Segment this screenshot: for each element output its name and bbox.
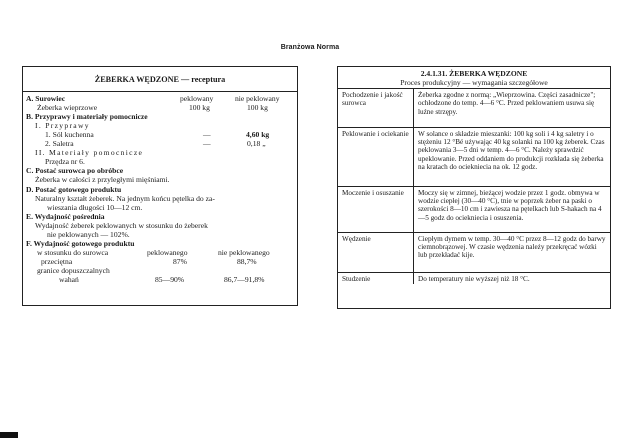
section-f-heading: F. Wydajność gotowego produktu [26, 239, 135, 248]
yield-limits-label: granice dopuszczalnych [37, 266, 110, 275]
aux-materials-item: Przędza nr 6. [45, 157, 85, 166]
row-text: Moczy się w zimnej, bieżącej wodzie przez 1 godz. obmywa w wodzie ciepłej (30—40 °C), tnie w poprzek żeber na paski o szerokości 8—10 cm i zawiesza na pętelkach lub S-hakach na 4—5 godz do ociekniecia i osuszenia. [414, 186, 611, 232]
saltpeter-item: 2. Saletra [45, 139, 74, 148]
section-d-text-1: Naturalny kształt żeberek. Na jednym końcu pętelka do za- [35, 194, 215, 203]
row-text: Żeberka zgodne z normą: „Wieprzowina. Części zasadnicze"; ochłodzone do temp. 4—6 °C. Przed peklowaniem usuwa się luźne strzępy. [418, 91, 596, 116]
page-header-title: Branżowa Norma [280, 44, 340, 51]
yield-range-cured: 85—90% [155, 275, 185, 284]
row-label: Moczenie i osuszanie [338, 186, 414, 232]
spices-heading: I. Przyprawy [35, 121, 90, 130]
section-b-heading: B. Przyprawy i materiały pomocnicze [26, 112, 148, 121]
row-label: Studzenie [338, 272, 414, 284]
raw-material-cured-value: 100 kg [189, 103, 210, 112]
process-header [338, 67, 610, 89]
yield-col-uncured: nie peklowanego [218, 248, 270, 257]
saltpeter-dash: — [203, 139, 211, 148]
process-subtitle: Proces produkcyjny — wymagania szczegółowe [400, 77, 548, 87]
salt-value: 4,60 kg [246, 130, 270, 139]
table-row [338, 232, 610, 272]
salt-item: 1. Sól kuchenna [45, 130, 94, 139]
yield-range-uncured: 86,7—91,8% [224, 275, 265, 284]
table-row [338, 272, 610, 284]
recipe-title: ŻEBERKA WĘDZONE — receptura [23, 67, 297, 92]
section-a-heading: A. Surowiec [26, 94, 66, 103]
section-e-text-2: nie peklowanych — 102%. [47, 230, 130, 239]
yield-col-cured: peklowanego [147, 248, 188, 257]
section-e-text-1: Wydajność żeberek peklowanych w stosunku do żeberek [35, 221, 208, 230]
recipe-box [22, 66, 298, 306]
raw-material-item: Żeberka wieprzowe [37, 103, 98, 112]
aux-materials-heading: II. Materiały pomocnicze [35, 148, 144, 157]
saltpeter-value: 0,18 „ [247, 139, 266, 148]
section-e-heading: E. Wydajność pośrednia [26, 212, 105, 221]
process-box [337, 66, 611, 309]
yield-average-label: przeciętna [41, 257, 73, 266]
section-c-text: Żeberka w całości z przyległymi mięśniami. [35, 175, 170, 184]
table-row [338, 186, 610, 232]
row-label: Wędzenie [338, 232, 414, 272]
salt-dash: — [203, 130, 211, 139]
table-row [338, 127, 610, 186]
section-d-text-2: wieszania długości 10—12 cm. [47, 203, 143, 212]
process-title: 2.4.1.31. ŻEBERKA WĘDZONE [420, 69, 528, 78]
process-table [338, 89, 610, 284]
col-uncured-header: nie peklowany [235, 94, 280, 103]
section-d-heading: D. Postać gotowego produktu [26, 185, 122, 194]
row-text: Ciepłym dymem w temp. 30—40 °C przez 8—12 godz do barwy ciemnobrązowej. W czasie wędzenia należy przekręcać wózki lub przekładać kije. [414, 232, 611, 272]
yield-average-uncured: 88,7% [237, 257, 257, 266]
row-label: Pochodzenie i jakość surowca [338, 89, 414, 127]
section-c-heading: C. Postać surowca po obróbce [26, 166, 124, 175]
row-text: Do temperatury nie wyższej niż 18 °C. [414, 272, 611, 284]
col-cured-header: peklowany [180, 94, 214, 103]
scan-edge-mark [0, 432, 18, 438]
row-text: W solance o składzie mieszanki: 100 kg soli i 4 kg saletry i o stężeniu 12 °Bé używając 40 kg solanki na 100 kg żeberek. Czas peklowania 3—5 dni w temp. 4—6 °C. Należy sprawdzić upeklowanie. Przed oddaniem do produkcji rozkłada się żeberka na kratach do ociekniecia na ok. 12 godz. [414, 127, 611, 186]
yield-range-label: wahań [59, 275, 79, 284]
table-row [338, 89, 610, 127]
raw-material-uncured-value: 100 kg [247, 103, 268, 112]
yield-average-cured: 87% [173, 257, 187, 266]
row-label: Peklowanie i ociekanie [338, 127, 414, 186]
yield-basis-label: w stosunku do surowca [37, 248, 109, 257]
